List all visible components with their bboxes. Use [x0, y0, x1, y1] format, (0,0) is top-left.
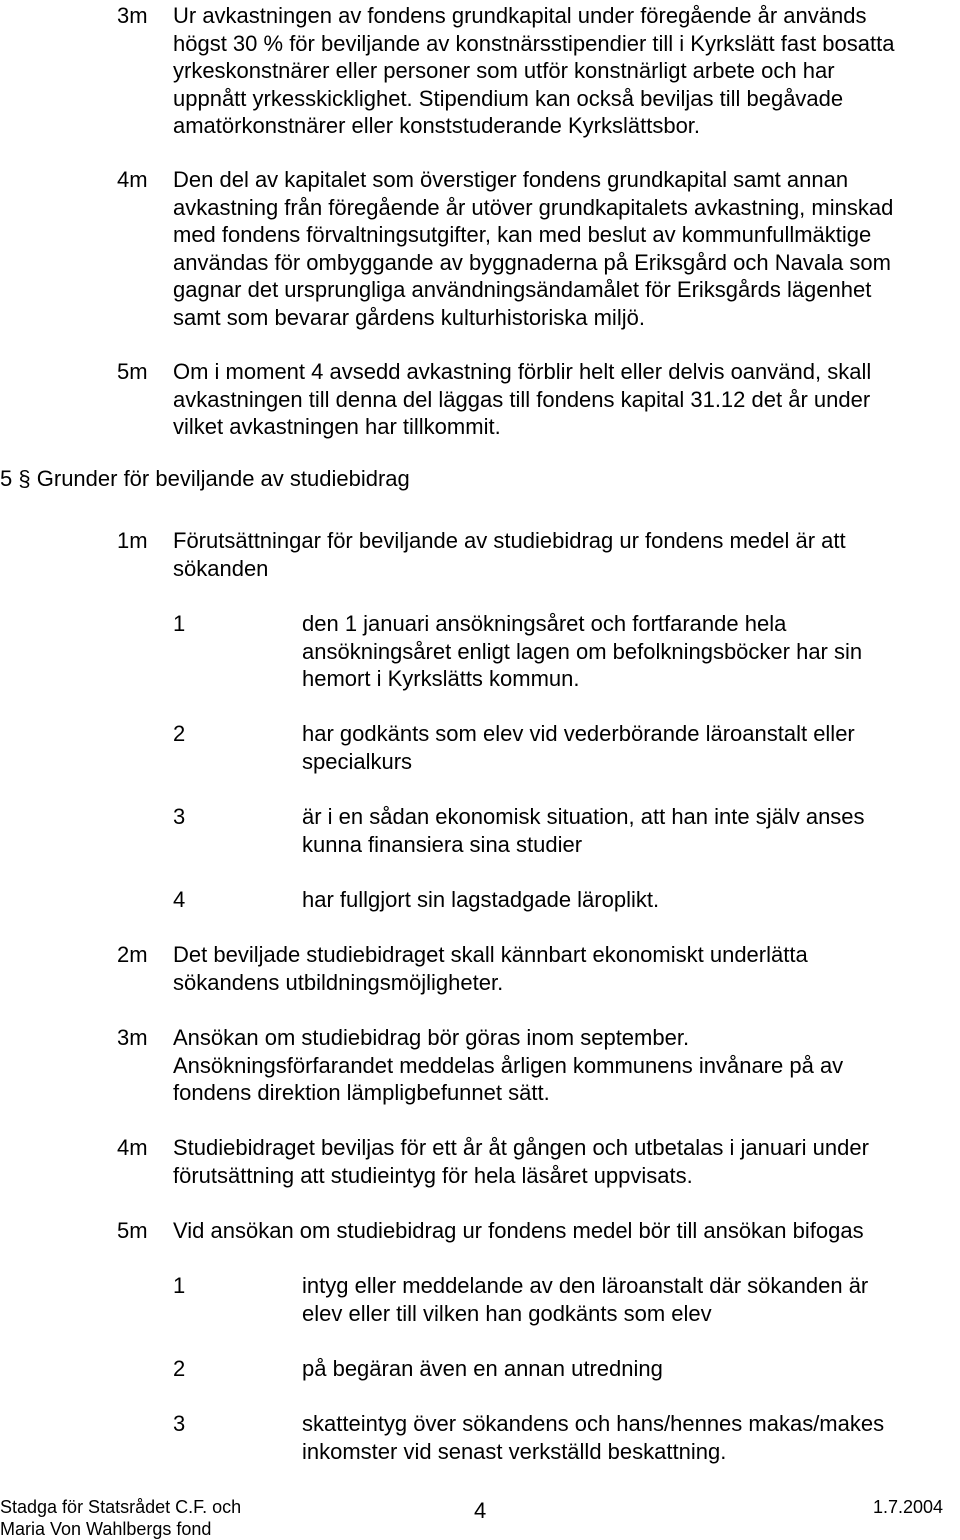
text-line: har fullgjort sin lagstadgade läroplikt.: [302, 887, 660, 912]
text-line: intyg eller meddelande av den läroanstalt där sökanden är: [302, 1273, 869, 1298]
text-line: elev eller till vilken han godkänts som elev: [302, 1300, 712, 1326]
list-item-number: 1: [173, 1273, 186, 1298]
text-line: på begäran även en annan utredning: [302, 1356, 663, 1381]
text-line: specialkurs: [302, 748, 413, 774]
text-line: amatörkonstnärer eller konststuderande Kyrkslättsbor.: [173, 113, 701, 138]
text-line: användas för ombyggande av byggnaderna på Eriksgård och Navala som: [173, 249, 891, 275]
moment-text: [173, 527, 846, 582]
text-line: Den del av kapitalet som överstiger fondens grundkapital samt annan: [173, 167, 849, 192]
moment-text: [173, 1217, 864, 1245]
text-line: yrkeskonstnärer eller personer som utför konstnärligt arbete och har: [173, 58, 835, 83]
text-line: avkastning från föregående år utöver grundkapitalets avkastning, minskad: [173, 194, 894, 220]
list-item-number: 3: [173, 804, 186, 829]
list-item-text: [302, 1410, 884, 1465]
list-item-number: 3: [173, 1411, 186, 1436]
section-heading: [0, 465, 410, 493]
section-number: 5: [0, 466, 13, 491]
text-line: Ansökan om studiebidrag bör göras inom september.: [173, 1025, 690, 1050]
text-line: ansökningsåret enligt lagen om befolkningsböcker har sin: [302, 638, 863, 664]
moment-text: [173, 358, 871, 441]
text-line: Vid ansökan om studiebidrag ur fondens medel bör till ansökan bifogas: [173, 1218, 864, 1243]
moment-marker: 5m: [117, 1218, 148, 1243]
moment-marker: 1m: [117, 528, 148, 553]
text-line: hemort i Kyrkslätts kommun.: [302, 666, 580, 691]
list-item-number: 2: [173, 721, 186, 746]
footer-date: 1.7.2004: [873, 1497, 944, 1517]
moment-marker: 3m: [117, 1025, 148, 1050]
moment-text: [173, 941, 808, 996]
list-item-number: 1: [173, 611, 186, 636]
text-line: skatteintyg över sökandens och hans/hennes makas/makes: [302, 1411, 885, 1436]
moment-marker: 2m: [117, 942, 148, 967]
text-line: kunna finansiera sina studier: [302, 831, 583, 857]
moment-marker: 3m: [117, 3, 148, 28]
list-item-text: [302, 1272, 868, 1327]
list-item-text: [302, 1355, 663, 1383]
moment-text: [173, 1134, 869, 1189]
text-line: uppnått yrkesskicklighet. Stipendium kan också beviljas till begåvade: [173, 85, 844, 111]
text-line: har godkänts som elev vid vederbörande läroanstalt eller: [302, 721, 855, 746]
list-item-text: [302, 886, 659, 914]
moment-text: [173, 2, 894, 140]
text-line: sökandens utbildningsmöjligheter.: [173, 969, 504, 995]
text-line: högst 30 % för beviljande av konstnärsstipendier till i Kyrkslätt fast bosatta: [173, 30, 895, 56]
text-line: Ansökningsförfarandet meddelas årligen kommunens invånare på av: [173, 1052, 844, 1078]
footer-line: Stadga för Statsrådet C.F. och: [0, 1497, 242, 1517]
text-line: den 1 januari ansökningsåret och fortfarande hela: [302, 611, 787, 636]
text-line: Det beviljade studiebidraget skall kännbart ekonomiskt underlätta: [173, 942, 808, 967]
list-item-number: 2: [173, 1356, 186, 1381]
text-line: Förutsättningar för beviljande av studiebidrag ur fondens medel är att: [173, 528, 846, 553]
text-line: Studiebidraget beviljas för ett år åt gången och utbetalas i januari under: [173, 1135, 869, 1160]
text-line: inkomster vid senast verkställd beskattning.: [302, 1438, 727, 1464]
list-item-text: [302, 803, 865, 858]
text-line: samt som bevarar gårdens kulturhistoriska miljö.: [173, 304, 645, 330]
moment-text: [173, 166, 893, 331]
footer-title: [0, 1496, 241, 1540]
section-symbol: §: [18, 466, 31, 491]
page-number: 4: [474, 1498, 487, 1523]
text-line: gagnar det ursprungliga användningsändamålet för Eriksgårds lägenhet: [173, 277, 872, 302]
text-line: är i en sådan ekonomisk situation, att han inte själv anses: [302, 804, 865, 829]
moment-marker: 4m: [117, 167, 148, 192]
text-line: fondens direktion lämpligbefunnet sätt.: [173, 1080, 550, 1105]
moment-text: [173, 1024, 843, 1107]
moment-marker: 5m: [117, 359, 148, 384]
text-line: vilket avkastningen har tillkommit.: [173, 414, 501, 439]
list-item-text: [302, 610, 862, 693]
text-line: med fondens förvaltningsutgifter, kan med beslut av kommunfullmäktige: [173, 222, 872, 247]
text-line: sökanden: [173, 555, 269, 581]
moment-marker: 4m: [117, 1135, 148, 1160]
list-item-text: [302, 720, 855, 775]
footer-line: Maria Von Wahlbergs fond: [0, 1519, 212, 1539]
text-line: avkastningen till denna del läggas till fondens kapital 31.12 det år under: [173, 386, 871, 412]
section-title: Grunder för beviljande av studiebidrag: [36, 466, 410, 491]
text-line: förutsättning att studieintyg för hela läsåret uppvisats.: [173, 1162, 693, 1188]
list-item-number: 4: [173, 887, 186, 912]
text-line: Ur avkastningen av fondens grundkapital under föregående år används: [173, 3, 867, 28]
text-line: Om i moment 4 avsedd avkastning förblir helt eller delvis oanvänd, skall: [173, 359, 872, 384]
